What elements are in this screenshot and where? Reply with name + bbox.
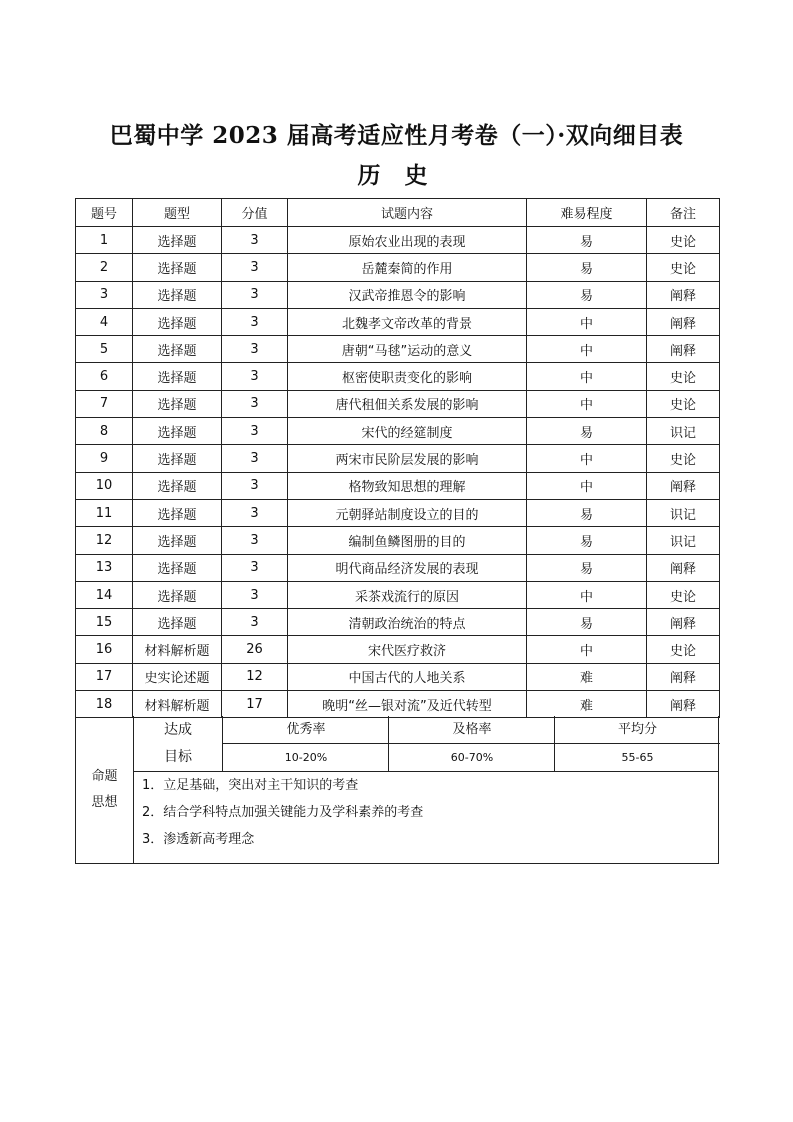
remark-cell: 史论 — [647, 581, 720, 608]
content-cell: 晚明“丝—银对流”及近代转型 — [288, 691, 527, 718]
remark-cell: 阐释 — [647, 609, 720, 636]
table-row — [76, 636, 720, 663]
score-cell: 3 — [222, 527, 288, 554]
thought-item: 2．结合学科特点加强关键能力及学科素养的考查 — [142, 805, 424, 820]
question-number-cell: 12 — [76, 527, 133, 554]
difficulty-cell: 中 — [527, 363, 647, 390]
remark-cell: 阐释 — [647, 472, 720, 499]
content-cell: 岳麓秦简的作用 — [288, 254, 527, 281]
table-row — [76, 581, 720, 608]
proposition-section — [75, 716, 719, 864]
target-label — [134, 716, 222, 771]
metric-value: 60-70% — [450, 751, 494, 764]
remark-cell: 阐释 — [647, 554, 720, 581]
page-title: 巴蜀中学 2023 届高考适应性月考卷（一）·双向细目表 — [109, 122, 684, 149]
table-row — [76, 254, 720, 281]
content-cell: 编制鱼鳞图册的目的 — [288, 527, 527, 554]
remark-cell: 史论 — [647, 390, 720, 417]
header-cell: 题号 — [76, 199, 133, 227]
score-cell: 3 — [222, 308, 288, 335]
question-type-cell: 选择题 — [133, 418, 222, 445]
difficulty-cell: 中 — [527, 390, 647, 417]
question-type-cell: 史实论述题 — [133, 663, 222, 690]
question-number-cell: 8 — [76, 418, 133, 445]
table-row — [76, 363, 720, 390]
metric-label: 优秀率 — [223, 716, 389, 744]
question-type-cell: 选择题 — [133, 308, 222, 335]
question-number-cell: 16 — [76, 636, 133, 663]
header-cell: 试题内容 — [288, 199, 527, 227]
proposition-label-line: 命题 — [91, 768, 118, 784]
table-row — [76, 418, 720, 445]
remark-cell: 史论 — [647, 363, 720, 390]
table-row — [76, 281, 720, 308]
score-cell: 3 — [222, 581, 288, 608]
question-number-cell: 3 — [76, 281, 133, 308]
table-row — [76, 499, 720, 526]
specification-table — [75, 198, 720, 718]
table-row — [76, 227, 720, 254]
difficulty-cell: 中 — [527, 581, 647, 608]
question-number-cell: 5 — [76, 336, 133, 363]
difficulty-cell: 中 — [527, 636, 647, 663]
content-cell: 汉武帝推恩令的影响 — [288, 281, 527, 308]
table-row — [76, 390, 720, 417]
score-cell: 12 — [222, 663, 288, 690]
question-type-cell: 选择题 — [133, 554, 222, 581]
content-cell: 枢密使职责变化的影响 — [288, 363, 527, 390]
content-cell: 元朝驿站制度设立的目的 — [288, 499, 527, 526]
metric-value: 10-20% — [284, 751, 328, 764]
difficulty-cell: 中 — [527, 445, 647, 472]
difficulty-cell: 中 — [527, 336, 647, 363]
difficulty-cell: 易 — [527, 227, 647, 254]
metric-label: 平均分 — [555, 716, 720, 744]
metric-label: 及格率 — [389, 716, 555, 744]
content-cell: 北魏孝文帝改革的背景 — [288, 308, 527, 335]
content-cell: 原始农业出现的表现 — [288, 227, 527, 254]
question-type-cell: 选择题 — [133, 527, 222, 554]
difficulty-cell: 易 — [527, 554, 647, 581]
target-label-line: 目标 — [164, 748, 192, 765]
header-cell: 题型 — [133, 199, 222, 227]
content-cell: 格物致知思想的理解 — [288, 472, 527, 499]
remark-cell: 阐释 — [647, 663, 720, 690]
score-cell: 3 — [222, 445, 288, 472]
table-row — [76, 527, 720, 554]
question-number-cell: 9 — [76, 445, 133, 472]
question-type-cell: 选择题 — [133, 581, 222, 608]
question-type-cell: 材料解析题 — [133, 691, 222, 718]
question-number-cell: 6 — [76, 363, 133, 390]
question-number-cell: 7 — [76, 390, 133, 417]
difficulty-cell: 易 — [527, 609, 647, 636]
metric-pass-rate — [388, 716, 555, 771]
remark-cell: 阐释 — [647, 691, 720, 718]
difficulty-cell: 易 — [527, 499, 647, 526]
question-number-cell: 15 — [76, 609, 133, 636]
proposition-label — [76, 716, 134, 863]
question-number-cell: 11 — [76, 499, 133, 526]
table-row — [76, 336, 720, 363]
score-cell: 3 — [222, 609, 288, 636]
metric-excellent-rate — [222, 716, 389, 771]
content-cell: 两宋市民阶层发展的影响 — [288, 445, 527, 472]
score-cell: 3 — [222, 554, 288, 581]
remark-cell: 史论 — [647, 636, 720, 663]
content-cell: 宋代医疗救济 — [288, 636, 527, 663]
thought-item: 1．立足基础，突出对主干知识的考查 — [142, 778, 359, 793]
score-cell: 3 — [222, 418, 288, 445]
header-cell: 备注 — [647, 199, 720, 227]
remark-cell: 识记 — [647, 418, 720, 445]
difficulty-cell: 易 — [527, 527, 647, 554]
thought-item: 3．渗透新高考理念 — [142, 832, 255, 847]
difficulty-cell: 易 — [527, 254, 647, 281]
content-cell: 唐朝“马毬”运动的意义 — [288, 336, 527, 363]
remark-cell: 阐释 — [647, 336, 720, 363]
remark-cell: 史论 — [647, 227, 720, 254]
score-cell: 17 — [222, 691, 288, 718]
question-type-cell: 选择题 — [133, 445, 222, 472]
table-row — [76, 609, 720, 636]
content-cell: 明代商品经济发展的表现 — [288, 554, 527, 581]
page-subtitle: 历 史 — [357, 162, 436, 189]
score-cell: 26 — [222, 636, 288, 663]
question-type-cell: 选择题 — [133, 227, 222, 254]
remark-cell: 阐释 — [647, 308, 720, 335]
remark-cell: 识记 — [647, 527, 720, 554]
table-row — [76, 691, 720, 718]
difficulty-cell: 难 — [527, 663, 647, 690]
target-label-line: 达成 — [164, 721, 192, 738]
content-cell: 中国古代的人地关系 — [288, 663, 527, 690]
score-cell: 3 — [222, 254, 288, 281]
question-type-cell: 选择题 — [133, 390, 222, 417]
question-number-cell: 13 — [76, 554, 133, 581]
table-row — [76, 554, 720, 581]
question-type-cell: 选择题 — [133, 254, 222, 281]
content-cell: 唐代租佃关系发展的影响 — [288, 390, 527, 417]
table-row — [76, 445, 720, 472]
question-number-cell: 10 — [76, 472, 133, 499]
question-type-cell: 选择题 — [133, 472, 222, 499]
score-cell: 3 — [222, 281, 288, 308]
score-cell: 3 — [222, 363, 288, 390]
target-metrics — [222, 716, 719, 771]
remark-cell: 史论 — [647, 445, 720, 472]
table-row — [76, 308, 720, 335]
question-type-cell: 选择题 — [133, 609, 222, 636]
question-type-cell: 选择题 — [133, 499, 222, 526]
table-row — [76, 663, 720, 690]
proposition-thoughts — [134, 771, 719, 863]
remark-cell: 阐释 — [647, 281, 720, 308]
table-header-row — [76, 199, 720, 227]
header-cell: 分值 — [222, 199, 288, 227]
difficulty-cell: 中 — [527, 472, 647, 499]
difficulty-cell: 中 — [527, 308, 647, 335]
score-cell: 3 — [222, 227, 288, 254]
score-cell: 3 — [222, 472, 288, 499]
question-number-cell: 17 — [76, 663, 133, 690]
metric-average-score — [554, 716, 720, 771]
question-number-cell: 2 — [76, 254, 133, 281]
remark-cell: 识记 — [647, 499, 720, 526]
question-type-cell: 选择题 — [133, 336, 222, 363]
table-row — [76, 472, 720, 499]
score-cell: 3 — [222, 390, 288, 417]
difficulty-cell: 难 — [527, 691, 647, 718]
question-number-cell: 14 — [76, 581, 133, 608]
header-cell: 难易程度 — [527, 199, 647, 227]
question-type-cell: 选择题 — [133, 363, 222, 390]
score-cell: 3 — [222, 336, 288, 363]
proposition-label-line: 思想 — [91, 794, 118, 810]
difficulty-cell: 易 — [527, 281, 647, 308]
question-number-cell: 18 — [76, 691, 133, 718]
difficulty-cell: 易 — [527, 418, 647, 445]
question-number-cell: 1 — [76, 227, 133, 254]
question-number-cell: 4 — [76, 308, 133, 335]
question-type-cell: 材料解析题 — [133, 636, 222, 663]
score-cell: 3 — [222, 499, 288, 526]
content-cell: 宋代的经筵制度 — [288, 418, 527, 445]
metric-value: 55-65 — [621, 751, 654, 764]
remark-cell: 史论 — [647, 254, 720, 281]
content-cell: 采茶戏流行的原因 — [288, 581, 527, 608]
question-type-cell: 选择题 — [133, 281, 222, 308]
content-cell: 清朝政治统治的特点 — [288, 609, 527, 636]
